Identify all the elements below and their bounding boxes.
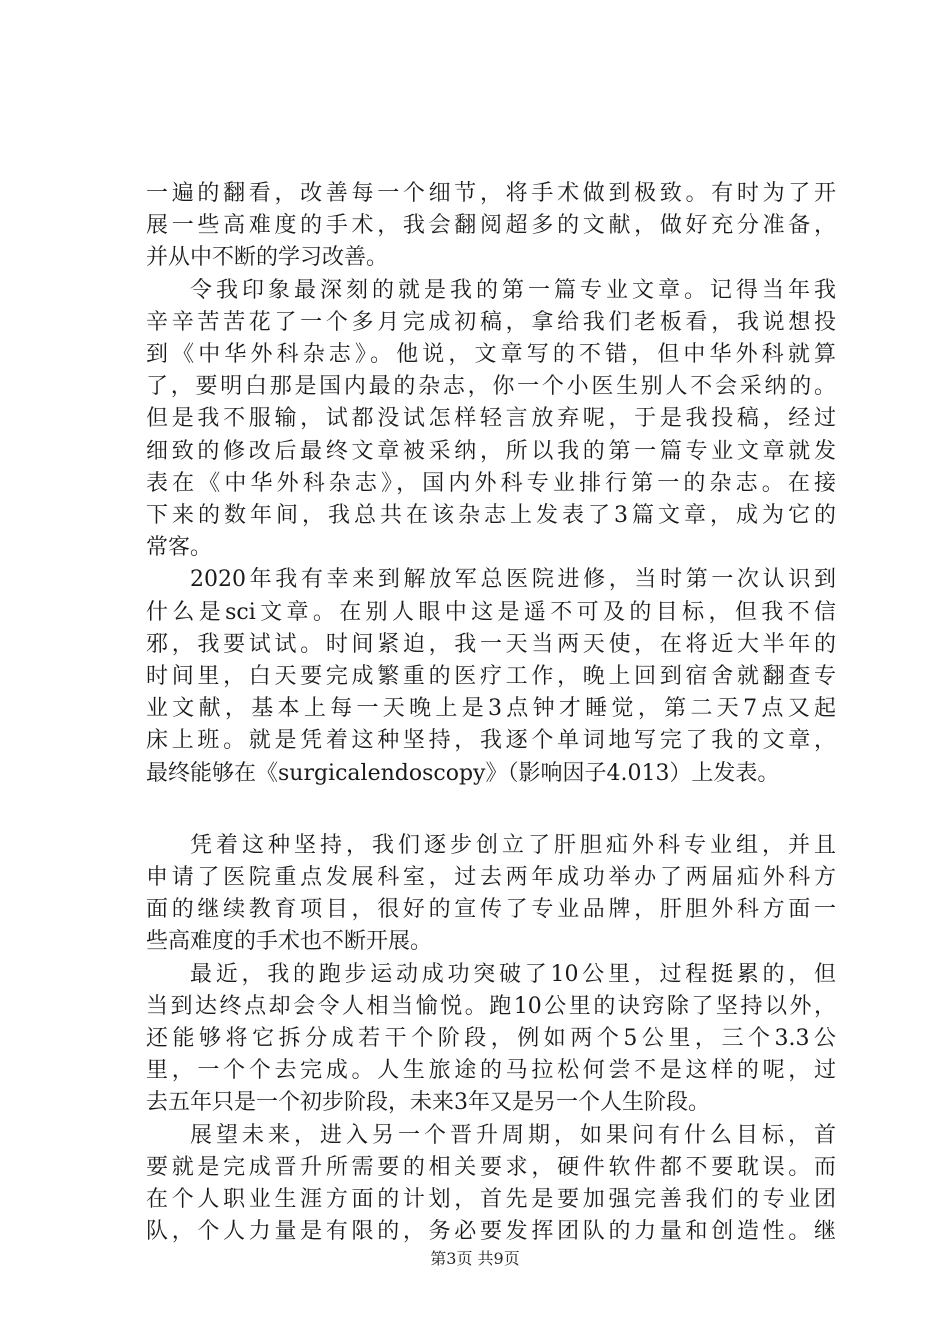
text-line: 最终能够在《surgicalendoscopy》（影响因子4.013）上发表。 bbox=[146, 760, 780, 786]
text-line: 展望未来，进入另一个晋升周期，如果问有什么目标，首 bbox=[190, 1122, 836, 1148]
text-line: 一遍的翻看，改善每一个细节，将手术做到极致。有时为了开 bbox=[146, 181, 836, 206]
text-line: 床上班。就是凭着这种坚持，我逐个单词地写完了我的文章， bbox=[146, 728, 836, 754]
text-line: 常客。 bbox=[146, 535, 213, 561]
text-line: 在个人职业生涯方面的计划，首先是要加强完善我们的专业团 bbox=[146, 1187, 836, 1212]
text-line: 并从中不断的学习改善。 bbox=[146, 245, 389, 271]
text-line: 申请了医院重点发展科室，过去两年成功举办了两届疝外科方 bbox=[146, 865, 836, 890]
text-line: 了，要明白那是国内最的杂志，你一个小医生别人不会采纳的。 bbox=[146, 374, 836, 400]
text-line: 时间里，白天要完成繁重的医疗工作，晚上回到宿舍就翻查专 bbox=[146, 664, 836, 689]
text-line: 当到达终点却会令人相当愉悦。跑10公里的诀窍除了坚持以外， bbox=[146, 993, 836, 1019]
text-line: 下来的数年间，我总共在该杂志上发表了3篇文章，成为它的 bbox=[146, 503, 836, 528]
text-line: 要就是完成晋升所需要的相关要求，硬件软件都不要耽误。而 bbox=[146, 1154, 836, 1180]
text-line: 2020年我有幸来到解放军总医院进修，当时第一次认识到 bbox=[190, 567, 836, 593]
text-line: 队，个人力量是有限的，务必要发挥团队的力量和创造性。继 bbox=[146, 1219, 836, 1245]
text-line: 辛辛苦苦花了一个多月完成初稿，拿给我们老板看，我说想投 bbox=[146, 309, 836, 335]
text-line: 去五年只是一个初步阶段，未来3年又是另一个人生阶段。 bbox=[146, 1090, 710, 1116]
page-footer: 第3页 共9页 bbox=[430, 1249, 520, 1268]
text-line: 表在《中华外科杂志》，国内外科专业排行第一的杂志。在接 bbox=[146, 470, 836, 496]
text-line: 什么是sci文章。在别人眼中这是遥不可及的目标，但我不信 bbox=[146, 599, 836, 625]
text-line: 最近，我的跑步运动成功突破了10公里，过程挺累的，但 bbox=[190, 961, 836, 987]
text-line: 展一些高难度的手术，我会翻阅超多的文献，做好充分准备， bbox=[146, 213, 836, 239]
text-line: 令我印象最深刻的就是我的第一篇专业文章。记得当年我 bbox=[190, 277, 836, 303]
text-line: 里，一个个去完成。人生旅途的马拉松何尝不是这样的呢，过 bbox=[146, 1058, 836, 1084]
text-line: 还能够将它拆分成若干个阶段，例如两个5公里，三个3.3公 bbox=[146, 1026, 836, 1051]
text-line: 凭着这种坚持，我们逐步创立了肝胆疝外科专业组，并且 bbox=[190, 832, 836, 858]
text-line: 面的继续教育项目，很好的宣传了专业品牌，肝胆外科方面一 bbox=[146, 897, 836, 923]
text-line: 到《中华外科杂志》。他说，文章写的不错，但中华外科就算 bbox=[146, 342, 836, 367]
text-line: 邪，我要试试。时间紧迫，我一天当两天使，在将近大半年的 bbox=[146, 631, 836, 657]
text-line: 业文献，基本上每一天晚上是3点钟才睡觉，第二天7点又起 bbox=[146, 696, 836, 722]
text-line: 些高难度的手术也不断开展。 bbox=[146, 929, 433, 955]
text-line: 细致的修改后最终文章被采纳，所以我的第一篇专业文章就发 bbox=[146, 438, 836, 464]
text-line: 但是我不服输，试都没试怎样轻言放弃呢，于是我投稿，经过 bbox=[146, 406, 836, 432]
